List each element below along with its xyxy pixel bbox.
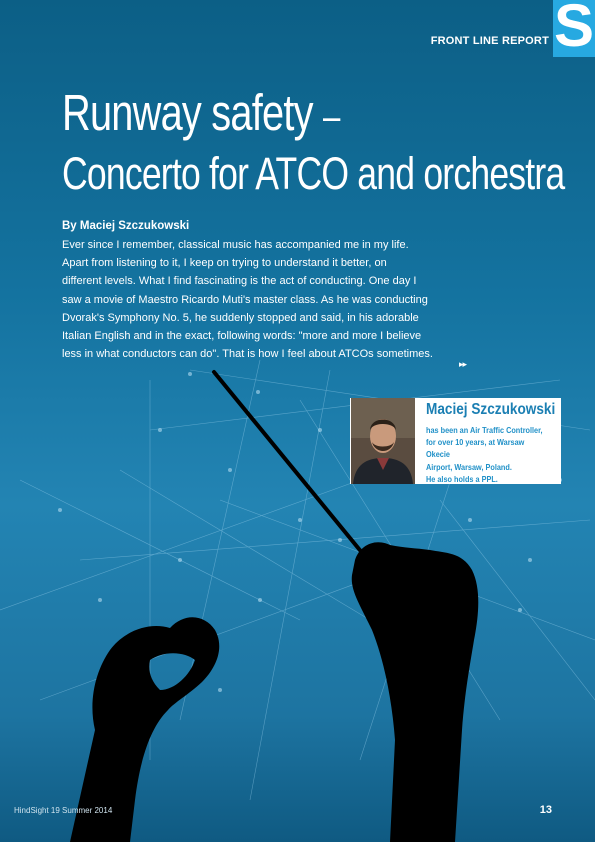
intro-line: different levels. What I find fascinating is the act of conducting. One day I bbox=[62, 275, 417, 288]
title-dash: – bbox=[323, 95, 340, 139]
intro-line: saw a movie of Maestro Ricardo Muti's master class. As he was conducting bbox=[62, 293, 428, 306]
author-desc-line: He also holds a PPL. bbox=[426, 473, 498, 484]
author-description bbox=[426, 424, 545, 485]
title-line-1 bbox=[62, 82, 460, 148]
author-desc-line: has been an Air Traffic Controller, bbox=[426, 425, 543, 435]
title-main: Runway safety bbox=[62, 84, 313, 141]
publication-footer: HindSight 19 Summer 2014 bbox=[14, 806, 113, 815]
author-photo bbox=[351, 398, 415, 484]
intro-line: Ever since I remember, classical music has accompanied me in my life. bbox=[62, 239, 409, 251]
title-line-2: Concerto for ATCO and orchestra bbox=[62, 148, 565, 199]
page-number: 13 bbox=[539, 804, 552, 816]
badge-letter: S bbox=[553, 0, 595, 57]
section-label: FRONT LINE REPORT bbox=[430, 35, 549, 47]
byline: By Maciej Szczukowski bbox=[62, 220, 190, 232]
intro-paragraph bbox=[62, 236, 482, 363]
continue-arrow-icon: ▸▸ bbox=[459, 359, 467, 369]
intro-line: less in what conductors can do". That is how I feel about ATCOs sometimes. bbox=[62, 348, 433, 361]
intro-line: Dvorak's Symphony No. 5, he suddenly stopped and said, in his adorable bbox=[62, 311, 419, 324]
intro-line: Italian English and in the exact, following words: "more and more I believe bbox=[62, 330, 422, 343]
section-badge bbox=[553, 0, 595, 57]
author-desc-line: Airport, Warsaw, Poland. bbox=[426, 461, 512, 472]
author-name: Maciej Szczukowski bbox=[426, 401, 556, 418]
article-title bbox=[62, 82, 572, 200]
author-desc-line: for over 10 years, at Warsaw Okecie bbox=[426, 437, 525, 460]
author-box bbox=[350, 398, 561, 484]
intro-line: Apart from listening to it, I keep on trying to understand it better, on bbox=[62, 257, 387, 270]
